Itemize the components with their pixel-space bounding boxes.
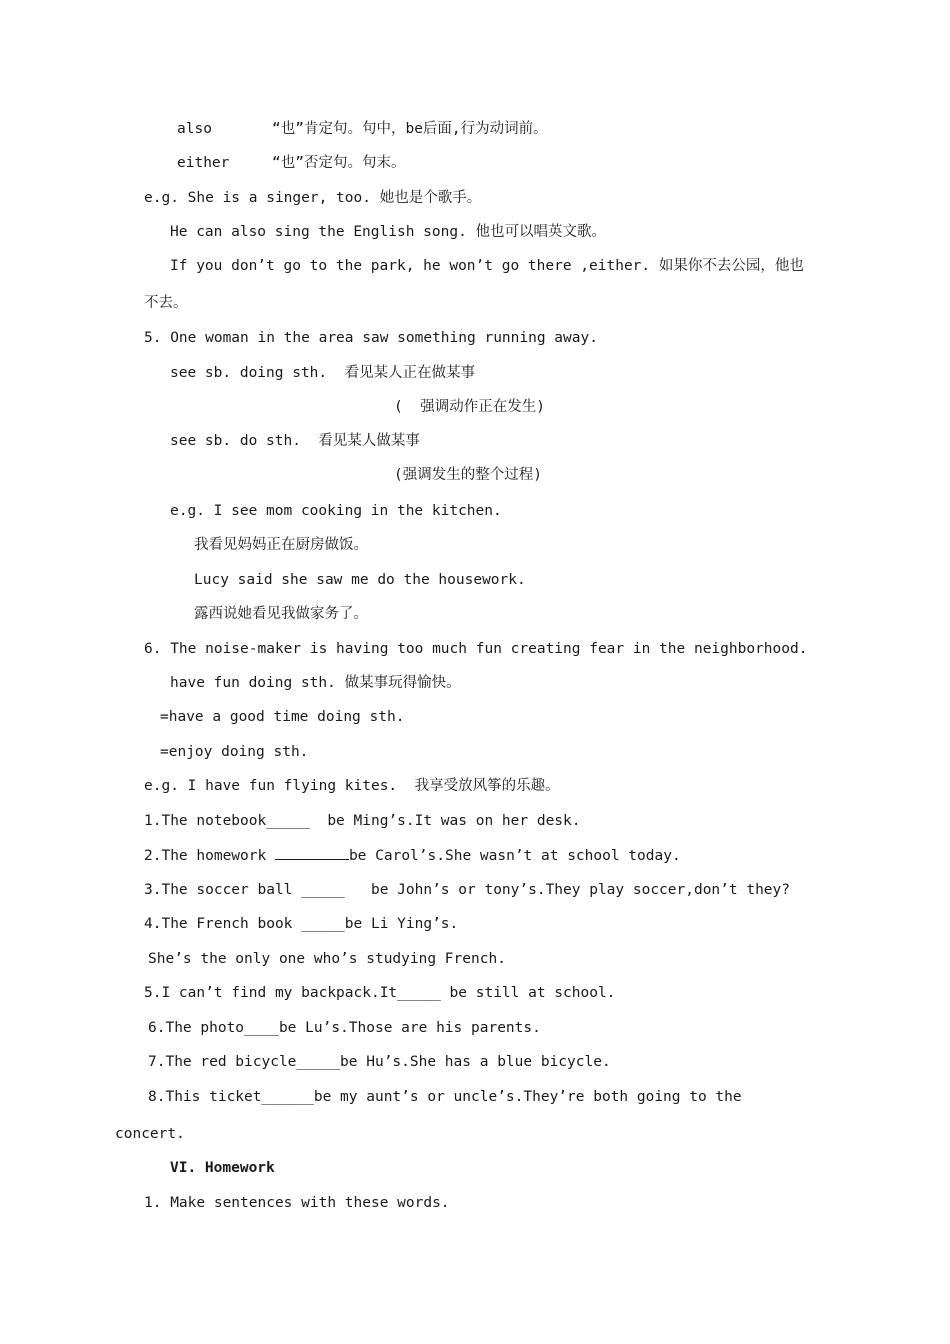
have-good-time-rule: =have a good time doing sth. [160,709,405,725]
example-also: He can also sing the English song. 他也可以唱英文歌。 [170,224,607,240]
example-have-fun: e.g. I have fun flying kites. 我享受放风筝的乐趣。 [144,778,560,794]
example-see-doing-cn: 我看见妈妈正在厨房做饭。 [194,537,368,553]
example-either-cont: 不去。 [144,295,188,311]
see-doing-note: ( 强调动作正在发生) [394,399,545,415]
homework-item-1: 1. Make sentences with these words. [144,1195,450,1211]
homework-heading: VI. Homework [170,1160,275,1176]
also-word: also [177,121,212,137]
example-see-do-cn: 露西说她看见我做家务了。 [194,606,368,622]
exercise-4: 4.The French book _____be Li Ying’s. [144,916,459,932]
exercise-2-start: 2.The homework [144,848,275,864]
exercise-8: 8.This ticket______be my aunt’s or uncle’s.They’re both going to the [148,1089,742,1105]
see-do-rule: see sb. do sth. 看见某人做某事 [170,433,420,449]
exercise-2 [144,845,681,866]
exercise-4-cont: She’s the only one who’s studying French. [148,951,506,967]
exercise-3: 3.The soccer ball _____ be John’s or tony’s.They play soccer,don’t they? [144,882,791,898]
exercise-2-end: be Carol’s.She wasn’t at school today. [348,848,681,864]
exercise-5: 5.I can’t find my backpack.It_____ be still at school. [144,985,616,1001]
enjoy-rule: =enjoy doing sth. [160,744,309,760]
example-either: If you don’t go to the park, he won’t go there ,either. 如果你不去公园，他也 [170,258,804,274]
example-too: e.g. She is a singer, too. 她也是个歌手。 [144,190,482,206]
see-doing-rule: see sb. doing sth. 看见某人正在做某事 [170,365,476,381]
exercise-7: 7.The red bicycle_____be Hu’s.She has a blue bicycle. [148,1054,611,1070]
exercise-6: 6.The photo____be Lu’s.Those are his parents. [148,1020,541,1036]
either-word: either [177,155,230,171]
example-see-do: Lucy said she saw me do the housework. [194,572,526,588]
example-see-doing: e.g. I see mom cooking in the kitchen. [170,503,502,519]
exercise-2-blank [275,845,349,860]
exercise-8-cont: concert. [115,1126,185,1142]
have-fun-rule: have fun doing sth. 做某事玩得愉快。 [170,675,461,691]
item-5-sentence: 5. One woman in the area saw something running away. [144,330,598,346]
item-6-sentence: 6. The noise-maker is having too much fun creating fear in the neighborhood. [144,641,808,657]
also-note: “也”肯定句。句中，be后面,行为动词前。 [272,121,548,137]
either-note: “也”否定句。句末。 [272,155,406,171]
exercise-1: 1.The notebook_____ be Ming’s.It was on her desk. [144,813,581,829]
see-do-note: (强调发生的整个过程) [394,467,542,483]
